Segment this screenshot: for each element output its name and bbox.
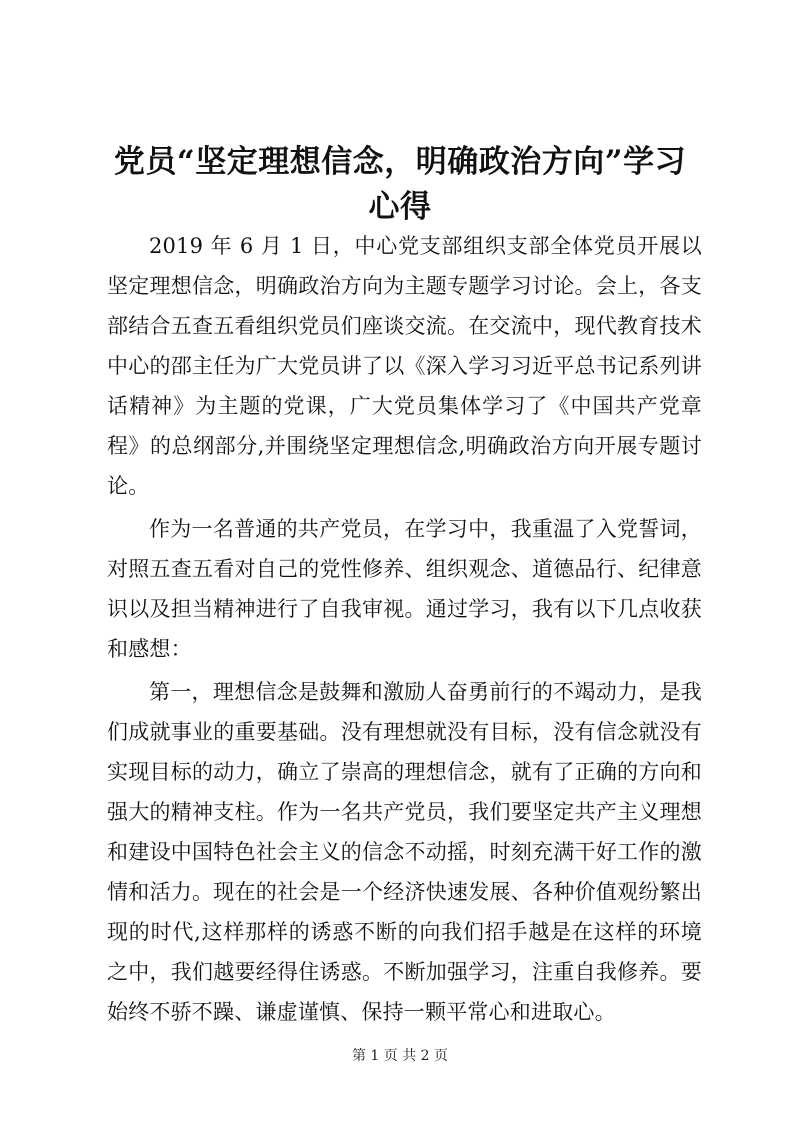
page-footer: 第 1 页 共 2 页 bbox=[351, 1048, 449, 1064]
paragraph-3: 第一，理想信念是鼓舞和激励人奋勇前行的不竭动力，是我们成就事业的重要基础。没有理想就没有目标，没有信念就没有实现目标的动力，确立了崇高的理想信念，就有了正确的方向和强大的精神支柱。作为一名共产党员，我们要坚定共产主义理想和建设中国特色社会主义的信念不动摇，时刻充满干好工作的激情和活力。现在的社会是一个经济快速发展、各种价值观纷繁出现的时代,这样那样的诱惑不断的向我们招手越是在这样的环境之中，我们越要经得住诱惑。不断加强学习，注重自我修养。要始终不骄不躁、谦虚谨慎、保持一颗平常心和进取心。 bbox=[107, 680, 702, 1024]
document-body bbox=[107, 226, 702, 1032]
paragraph-1: 2019 年 6 月 1 日，中心党支部组织支部全体党员开展以坚定理想信念，明确政治方向为主题专题学习讨论。会上，各支部结合五查五看组织党员们座谈交流。在交流中，现代教育技术中心的邵主任为广大党员讲了以《深入学习习近平总书记系列讲话精神》为主题的党课，广大党员集体学习了《中国共产党章程》的总纲部分,并围绕坚定理想信念,明确政治方向开展专题讨论。 bbox=[107, 234, 702, 498]
paragraph-2: 作为一名普通的共产党员，在学习中，我重温了入党誓词，对照五查五看对自己的党性修养、组织观念、道德品行、纪律意识以及担当精神进行了自我审视。通过学习，我有以下几点收获和感想： bbox=[107, 517, 702, 661]
document-title: 党员“坚定理想信念，明确政治方向”学习心得 bbox=[113, 144, 687, 225]
